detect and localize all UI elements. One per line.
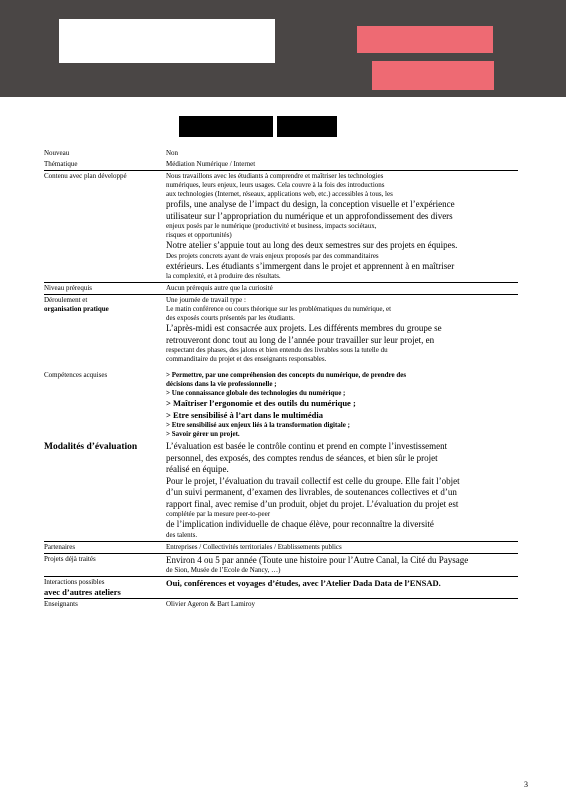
modalites-line: des talents. [166,530,198,539]
label-interactions-line: avec d’autres ateliers [44,587,121,597]
value-prerequis: Aucun prérequis autre que la curiosité [166,284,273,292]
row-deroulement [44,294,518,365]
value-competences [166,365,518,440]
row-partenaires [44,541,518,553]
competence-item: > Permettre, par une compréhension des concepts du numérique, de prendre des [166,371,407,379]
row-niveau [44,148,518,159]
value-niveau: Non [166,149,179,157]
deroulement-line: commanditaire du projet et des enseignants responsables. [166,355,327,363]
value-thematique: Médiation Numérique / Internet [166,160,256,168]
course-description-table [44,148,518,610]
label-enseignants: Enseignants [44,600,78,608]
competence-item: décisions dans la vie professionnelle ; [166,380,277,388]
value-deroulement [166,295,518,365]
contenu-line: extérieurs. Les étudiants s’immergent dans le projet et apprennent à en maîtriser [166,260,455,271]
label-interactions [44,577,166,598]
contenu-line: Des projets concrets ayant de vrais enjeux proposés par des commanditaires [166,251,379,260]
projets-line: Environ 4 ou 5 par année (Toute une histoire pour l’Autre Canal, la Cité du Paysage [166,554,469,565]
label-projets: Projets déjà traités [44,554,96,563]
modalites-line: d’un suivi permanent, d’examen des livrables, de soutenances collectives et d’un [166,487,457,497]
row-enseignants [44,598,518,610]
modalites-line: rapport final, avec remise d’un produit, objet du projet. L’évaluation du projet est [166,498,459,509]
row-prerequis [44,282,518,294]
contenu-line: numériques, leurs enjeux, leurs usages. Cela couvre à la fois des introductions [166,181,385,189]
row-thematique [44,159,518,170]
deroulement-line: Une journée de travail type : [166,296,246,304]
competence-item: > Etre sensibilisé à l’art dans le multimédia [166,409,323,420]
contenu-line: aux technologies (Internet, réseaux, applications web, etc.) accessibles à tous, les [166,190,393,198]
modalites-line: L’évaluation est basée le contrôle continu et prend en compte l’investissement [166,441,448,451]
modalites-line: de l’implication individuelle de chaque élève, pour reconnaître la diversité [166,519,434,529]
label-deroulement-line: Déroulement et [44,296,88,304]
label-contenu: Contenu avec plan développé [44,172,127,180]
contenu-line: utilisateur sur l’appropriation du numérique et un approfondissement des divers [166,210,453,221]
value-enseignants: Olivier Ageron & Bart Lamiroy [166,600,256,608]
value-interactions [166,577,518,598]
interactions-line: Oui, conférences et voyages d’études, avec l’Atelier Dada Data de l’ENSAD. [166,578,441,588]
label-niveau: Nouveau [44,149,70,157]
modalites-line: personnel, des exposés, des comptes rendus de séances, et bien sûr le projet [166,452,438,463]
contenu-line: Notre atelier s’appuie tout au long des deux semestres sur des projets en équipes. [166,240,458,250]
row-contenu [44,170,518,282]
modalites-line: complétée par la mesure peer-to-peer [166,510,271,518]
modalites-line: réalisé en équipe. [166,464,229,474]
label-interactions-line: Interactions possibles [44,578,105,586]
label-deroulement [44,295,166,365]
row-modalites [44,440,518,541]
label-modalites: Modalités d’évaluation [44,442,138,452]
section-subtitle-block [277,116,337,137]
page-number: 3 [524,780,528,789]
deroulement-line: Le matin conférence ou cours théorique sur les problématiques du numérique, et [166,305,392,313]
label-partenaires: Partenaires [44,542,76,551]
value-modalites [166,440,518,541]
competence-item: > Maîtriser l’ergonomie et des outils du numérique ; [166,398,356,408]
header-band [0,0,566,97]
competence-item: > Etre sensibilisé aux enjeux liés à la transformation digitale ; [166,421,350,429]
deroulement-line: respectant des phases, des jalons et bien entendu des livrables sous la tutelle du [166,346,388,354]
label-thematique: Thématique [44,160,78,168]
competence-item: > Savoir gérer un projet. [166,430,240,438]
deroulement-line: des exposés courts présentés par les étudiants. [166,314,295,322]
value-partenaires: Entreprises / Collectivités territoriales / Etablissements publics [166,542,342,551]
label-prerequis: Niveau prérequis [44,284,93,292]
title-box [59,19,275,63]
label-competences: Compétences acquises [44,371,108,379]
deroulement-line: L’après-midi est consacrée aux projets. Les différents membres du groupe se [166,323,442,333]
contenu-line: profils, une analyse de l’impact du design, la conception visuelle et l’expérience [166,199,455,209]
deroulement-line: retrouveront donc tout au long de l’année pour travailler sur leur projet, en [166,334,435,345]
contenu-line: la complexité, et à produire des résultats. [166,272,281,280]
contenu-line: risques et opportunités) [166,231,232,239]
value-contenu [166,171,518,282]
section-title-block [179,116,273,137]
competence-item: > Une connaissance globale des technologies du numérique ; [166,389,346,397]
row-projets [44,553,518,577]
value-projets [166,554,518,577]
header-tag-top [357,26,493,53]
contenu-line: enjeux posés par le numérique (productivité et business, impacts sociétaux, [166,222,377,230]
contenu-line: Nous travaillons avec les étudiants à comprendre et maîtriser les technologies [166,172,384,180]
header-tag-bottom [372,61,494,90]
row-competences [44,365,518,440]
row-interactions [44,576,518,598]
label-deroulement-line: organisation pratique [44,305,109,313]
modalites-line: Pour le projet, l’évaluation du travail collectif est celle du groupe. Elle fait l’objet [166,475,460,486]
projets-line: de Sion, Musée de l’Ecole de Nancy, …) [166,566,281,574]
